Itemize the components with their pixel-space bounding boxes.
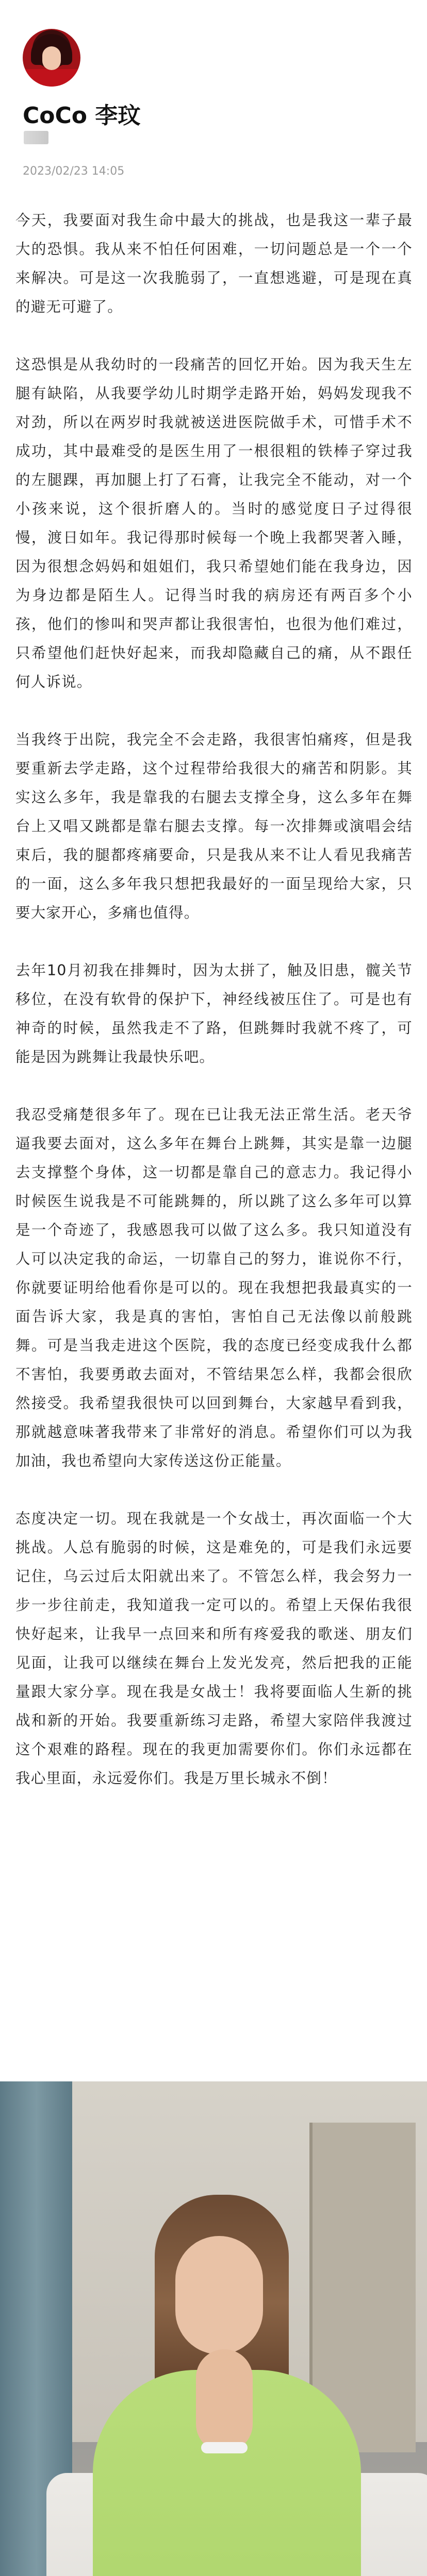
photo-praying-hands	[196, 2349, 253, 2452]
paragraph-4: 去年10月初我在排舞时，因为太拼了，触及旧患，髋关节移位，在没有软骨的保护下，神经线被压住了。可是也有神奇的时候，虽然我走不了路，但跳舞时我就不疼了，可能是因为跳舞让我最快乐吧。	[15, 962, 413, 1065]
paragraph-3: 当我终于出院，我完全不会走路，我很害怕痛疼，但是我要重新去学走路，这个过程带给我很大的痛苦和阴影。其实这么多年，我是靠我的右腿去支撑全身，这么多年在舞台上又唱又跳都是靠右腿去支撑。每一次排舞或演唱会结束后，我的腿都疼痛要命，只是我从来不让人看见我痛苦的一面，这么多年我只想把我最好的一面呈现给大家，只要大家开心，多痛也值得。	[15, 731, 413, 921]
post-timestamp: 2023/02/23 14:05	[23, 165, 125, 178]
avatar-face	[42, 46, 61, 70]
paragraph-1: 今天，我要面对我生命中最大的挑战，也是我这一辈子最大的恐惧。我从来不怕任何困难，一切问题总是一个一个来解决。可是这一次我脆弱了，一直想逃避，可是现在真的避无可避了。	[15, 212, 413, 315]
avatar-background	[23, 69, 80, 87]
photo-wristband	[201, 2442, 248, 2453]
paragraph-5: 我忍受痛楚很多年了。现在已让我无法正常生活。老天爷逼我要去面对，这么多年在舞台上跳舞，其实是靠一边腿去支撑整个身体，这一切都是靠自己的意志力。我记得小时候医生说我是不可能跳舞的，所以跳了这么多年可以算是一个奇迹了，我感恩我可以做了这么多。我只知道没有人可以决定我的命运，一切靠自己的努力，谁说你不行，你就要证明给他看你是可以的。现在我想把我最真实的一面告诉大家，我是真的害怕，害怕自己无法像以前般跳舞。可是当我走进这个医院，我的态度已经变成我什么都不害怕，我要勇敢去面对，不管结果怎么样，我都会很欣然接受。我希望我很快可以回到舞台，大家越早看到我，那就越意味著我带来了非常好的消息。希望你们可以为我加油，我也希望向大家传送这份正能量。	[15, 1106, 413, 1469]
author-subtitle-redacted	[24, 131, 48, 144]
author-name[interactable]: CoCo 李玟	[23, 103, 141, 129]
post-photo[interactable]	[0, 2081, 427, 2576]
post-content	[15, 206, 413, 1822]
paragraph-2: 这恐惧是从我幼时的一段痛苦的回忆开始。因为我天生左腿有缺陷，从我要学幼儿时期学走路开始，妈妈发现我不对劲，所以在两岁时我就被送进医院做手术，可惜手术不成功，其中最难受的是医生用了一根很粗的铁棒子穿过我的左腿踝，再加腿上打了石膏，让我完全不能动，对一个小孩来说，这个很折磨人的。当时的感觉度日子过得很慢，渡日如年。我记得那时候每一个晚上我都哭著入睡，因为很想念妈妈和姐姐们，我只希望她们能在我身边，因为身边都是陌生人。记得当时我的病房还有两百多个小孩，他们的惨叫和哭声都让我很害怕，也很为他们难过，只希望他们赶快好起来，而我却隐藏自己的痛，从不跟任何人诉说。	[15, 356, 413, 690]
avatar[interactable]	[23, 29, 80, 87]
paragraph-6: 态度决定一切。现在我就是一个女战士，再次面临一个大挑战。人总有脆弱的时候，这是难免的，可是我们永远要记住，乌云过后太阳就出来了。不管怎么样，我会努力一步一步往前走，我知道我一定可以的。希望上天保佑我很快好起来，让我早一点回来和所有疼爱我的歌迷、朋友们见面，让我可以继续在舞台上发光发亮，然后把我的正能量跟大家分享。现在我是女战士！我将要面临人生新的挑战和新的开始。我要重新练习走路，希望大家陪伴我渡过这个艰难的路程。现在的我更加需要你们。你们永远都在我心里面，永远爱你们。我是万里长城永不倒！	[15, 1510, 413, 1787]
photo-person-face	[175, 2236, 263, 2354]
